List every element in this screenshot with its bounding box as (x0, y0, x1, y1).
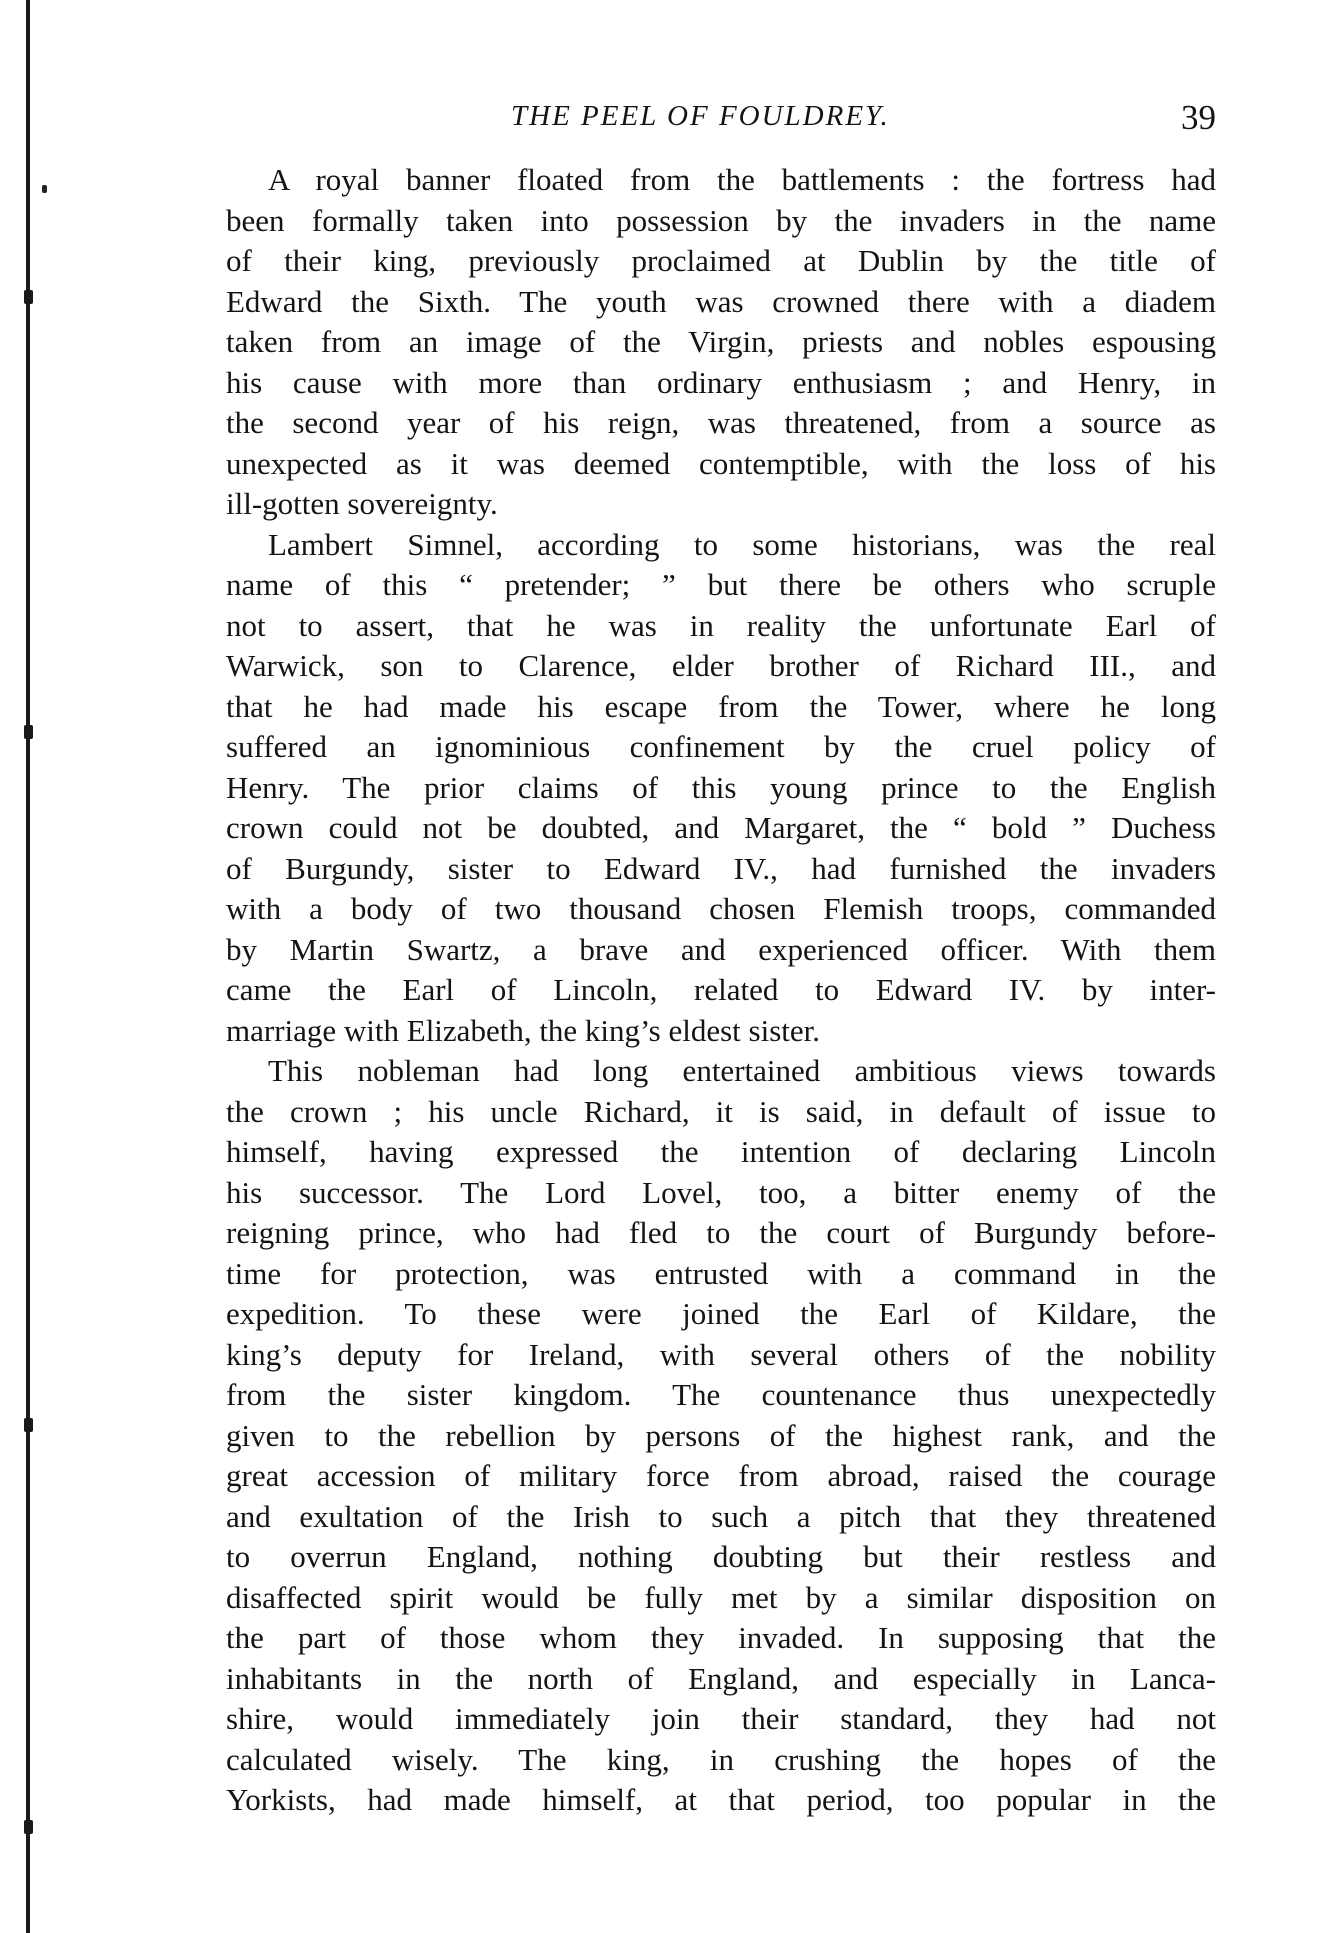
text-line: inhabitants in the north of England, and especially in Lanca- (226, 1660, 1216, 1696)
text-line: that he had made his escape from the Tower, where he long (226, 688, 1216, 724)
text-line: the part of those whom they invaded. In supposing that the (226, 1620, 1216, 1655)
binding-mark (24, 1820, 33, 1834)
text-line: of their king, previously proclaimed at Dublin by the title of (226, 243, 1216, 278)
text-line: ill-gotten sovereignty. (226, 486, 498, 521)
text-line: his successor. The Lord Lovel, too, a bitter enemy of the (226, 1174, 1216, 1210)
text-line: time for protection, was entrusted with a command in the (226, 1255, 1216, 1291)
text-line: A royal banner floated from the battlements : the fortress had (268, 162, 1216, 197)
text-line: This nobleman had long entertained ambitious views towards (268, 1053, 1216, 1088)
margin-speck (42, 185, 47, 193)
text-line: king’s deputy for Ireland, with several others of the nobility (226, 1336, 1216, 1372)
text-line: himself, having expressed the intention of declaring Lincoln (226, 1134, 1216, 1169)
text-line: name of this “ pretender; ” but there be others who scruple (226, 567, 1216, 602)
text-line: his cause with more than ordinary enthusiasm ; and Henry, in (226, 364, 1216, 400)
text-line: calculated wisely. The king, in crushing the hopes of the (226, 1741, 1216, 1777)
text-line: Warwick, son to Clarence, elder brother of Richard III., and (226, 648, 1216, 683)
paragraph (226, 1051, 1216, 1821)
text-line: by Martin Swartz, a brave and experienced officer. With them (226, 931, 1216, 967)
text-line: Yorkists, had made himself, at that period, too popular in the (226, 1782, 1216, 1817)
text-line: marriage with Elizabeth, the king’s eldest sister. (226, 1012, 821, 1048)
text-line: reigning prince, who had fled to the court of Burgundy before- (226, 1215, 1216, 1250)
text-line: unexpected as it was deemed contemptible, with the loss of his (226, 445, 1216, 481)
text-line: been formally taken into possession by the invaders in the name (226, 202, 1216, 238)
binding-mark (24, 725, 33, 739)
paragraph (226, 160, 1216, 525)
text-line: came the Earl of Lincoln, related to Edward IV. by inter- (226, 972, 1216, 1007)
text-line: Edward the Sixth. The youth was crowned there with a diadem (226, 283, 1216, 319)
text-line: crown could not be doubted, and Margaret, the “ bold ” Duchess (226, 810, 1216, 845)
text-line: disaffected spirit would be fully met by a similar disposition on (226, 1579, 1216, 1615)
page-number: 39 (1181, 98, 1216, 137)
running-title: THE PEEL OF FOULDREY. (511, 100, 890, 132)
text-line: not to assert, that he was in reality the unfortunate Earl of (226, 607, 1216, 643)
text-line: given to the rebellion by persons of the highest rank, and the (226, 1417, 1216, 1453)
text-line: Lambert Simnel, according to some historians, was the real (268, 526, 1216, 562)
binding-mark (24, 290, 33, 304)
paragraph (226, 525, 1216, 1052)
text-line: to overrun England, nothing doubting but their restless and (226, 1539, 1216, 1574)
text-line: expedition. To these were joined the Earl of Kildare, the (226, 1296, 1216, 1331)
text-line: suffered an ignominious confinement by the cruel policy of (226, 729, 1216, 764)
text-line: and exultation of the Irish to such a pitch that they threatened (226, 1498, 1216, 1534)
text-line: the crown ; his uncle Richard, it is said, in default of issue to (226, 1093, 1216, 1129)
text-line: the second year of his reign, was threatened, from a source as (226, 405, 1216, 440)
running-head (226, 92, 1216, 142)
text-line: from the sister kingdom. The countenance thus unexpectedly (226, 1377, 1216, 1412)
text-line: Henry. The prior claims of this young prince to the English (226, 769, 1216, 805)
binding-mark (24, 1418, 33, 1432)
body-text (226, 160, 1216, 1821)
text-line: with a body of two thousand chosen Flemish troops, commanded (226, 891, 1216, 926)
text-line: great accession of military force from abroad, raised the courage (226, 1458, 1216, 1493)
text-line: of Burgundy, sister to Edward IV., had furnished the invaders (226, 850, 1216, 886)
text-line: taken from an image of the Virgin, priests and nobles espousing (226, 324, 1216, 359)
text-line: shire, would immediately join their standard, they had not (226, 1701, 1216, 1736)
